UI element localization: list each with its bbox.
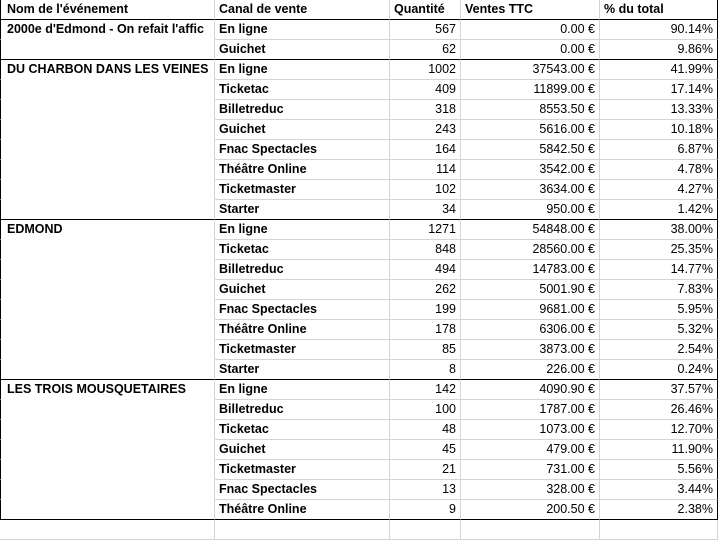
percent-cell[interactable]: 37.57%	[600, 380, 718, 400]
table-row	[0, 40, 718, 60]
channel-cell[interactable]: En ligne	[215, 220, 390, 240]
table-row	[0, 180, 718, 200]
sales-cell[interactable]: 200.50 €	[461, 500, 600, 520]
channel-cell[interactable]: Théâtre Online	[215, 500, 390, 520]
event-name-cell[interactable]	[0, 360, 215, 380]
quantity-cell[interactable]: 100	[390, 400, 461, 420]
sales-cell[interactable]: 9681.00 €	[461, 300, 600, 320]
quantity-cell[interactable]: 9	[390, 500, 461, 520]
sales-cell[interactable]: 3634.00 €	[461, 180, 600, 200]
channel-cell[interactable]: Théâtre Online	[215, 160, 390, 180]
event-name-cell[interactable]	[0, 420, 215, 440]
event-name-cell[interactable]	[0, 100, 215, 120]
quantity-cell[interactable]: 142	[390, 380, 461, 400]
sales-cell[interactable]: 37543.00 €	[461, 60, 600, 80]
table-row	[0, 260, 718, 280]
channel-cell[interactable]: Billetreduc	[215, 100, 390, 120]
sales-cell[interactable]: 328.00 €	[461, 480, 600, 500]
percent-cell[interactable]: 4.27%	[600, 180, 718, 200]
table-body	[0, 20, 718, 520]
quantity-cell[interactable]: 1002	[390, 60, 461, 80]
empty-cell[interactable]	[600, 520, 718, 540]
quantity-cell[interactable]: 102	[390, 180, 461, 200]
table-row	[0, 160, 718, 180]
event-name-cell[interactable]	[0, 240, 215, 260]
table-row	[0, 20, 718, 40]
channel-cell[interactable]: Fnac Spectacles	[215, 480, 390, 500]
quantity-cell[interactable]: 114	[390, 160, 461, 180]
percent-cell[interactable]: 1.42%	[600, 200, 718, 220]
quantity-cell[interactable]: 21	[390, 460, 461, 480]
percent-cell[interactable]: 11.90%	[600, 440, 718, 460]
sales-cell[interactable]: 0.00 €	[461, 20, 600, 40]
quantity-cell[interactable]: 1271	[390, 220, 461, 240]
sales-cell[interactable]: 1787.00 €	[461, 400, 600, 420]
event-name-cell[interactable]	[0, 440, 215, 460]
table-row	[0, 460, 718, 480]
percent-cell[interactable]: 26.46%	[600, 400, 718, 420]
percent-cell[interactable]: 5.56%	[600, 460, 718, 480]
channel-cell[interactable]: Guichet	[215, 440, 390, 460]
table-row	[0, 300, 718, 320]
event-name-cell[interactable]	[0, 460, 215, 480]
channel-cell[interactable]: Starter	[215, 360, 390, 380]
percent-cell[interactable]: 0.24%	[600, 360, 718, 380]
table-row	[0, 120, 718, 140]
percent-cell[interactable]: 2.54%	[600, 340, 718, 360]
event-name-cell[interactable]	[0, 180, 215, 200]
sales-cell[interactable]: 5842.50 €	[461, 140, 600, 160]
percent-cell[interactable]: 13.33%	[600, 100, 718, 120]
percent-cell[interactable]: 10.18%	[600, 120, 718, 140]
channel-cell[interactable]: Billetreduc	[215, 400, 390, 420]
sales-cell[interactable]: 1073.00 €	[461, 420, 600, 440]
quantity-cell[interactable]: 199	[390, 300, 461, 320]
empty-cell[interactable]	[215, 520, 390, 540]
channel-cell[interactable]: Guichet	[215, 120, 390, 140]
quantity-cell[interactable]: 62	[390, 40, 461, 60]
table-row	[0, 380, 718, 400]
percent-cell[interactable]: 5.32%	[600, 320, 718, 340]
table-row	[0, 420, 718, 440]
event-name-cell[interactable]	[0, 320, 215, 340]
table-row	[0, 320, 718, 340]
event-name-cell[interactable]	[0, 160, 215, 180]
event-name-cell[interactable]	[0, 80, 215, 100]
event-name-cell[interactable]	[0, 140, 215, 160]
empty-cell[interactable]	[461, 520, 600, 540]
header-channel[interactable]: Canal de vente	[215, 0, 390, 20]
event-name-cell[interactable]: LES TROIS MOUSQUETAIRES	[0, 380, 215, 400]
event-name-cell[interactable]	[0, 40, 215, 60]
table-row	[0, 200, 718, 220]
percent-cell[interactable]: 3.44%	[600, 480, 718, 500]
event-name-cell[interactable]	[0, 200, 215, 220]
event-name-cell[interactable]: 2000e d'Edmond - On refait l'affic	[0, 20, 215, 40]
channel-cell[interactable]: Ticketac	[215, 240, 390, 260]
quantity-cell[interactable]: 318	[390, 100, 461, 120]
event-name-cell[interactable]: EDMOND	[0, 220, 215, 240]
channel-cell[interactable]: Fnac Spectacles	[215, 300, 390, 320]
channel-cell[interactable]: En ligne	[215, 20, 390, 40]
table-row	[0, 400, 718, 420]
header-row	[0, 0, 718, 20]
percent-cell[interactable]: 25.35%	[600, 240, 718, 260]
event-name-cell[interactable]	[0, 300, 215, 320]
quantity-cell[interactable]: 494	[390, 260, 461, 280]
percent-cell[interactable]: 2.38%	[600, 500, 718, 520]
sales-cell[interactable]: 3542.00 €	[461, 160, 600, 180]
event-name-cell[interactable]	[0, 500, 215, 520]
quantity-cell[interactable]: 848	[390, 240, 461, 260]
channel-cell[interactable]: Ticketmaster	[215, 460, 390, 480]
sales-cell[interactable]: 226.00 €	[461, 360, 600, 380]
event-name-cell[interactable]	[0, 260, 215, 280]
quantity-cell[interactable]: 409	[390, 80, 461, 100]
quantity-cell[interactable]: 45	[390, 440, 461, 460]
quantity-cell[interactable]: 178	[390, 320, 461, 340]
percent-cell[interactable]: 12.70%	[600, 420, 718, 440]
table-row	[0, 220, 718, 240]
sales-cell[interactable]: 3873.00 €	[461, 340, 600, 360]
quantity-cell[interactable]: 243	[390, 120, 461, 140]
event-name-cell[interactable]	[0, 480, 215, 500]
sales-cell[interactable]: 6306.00 €	[461, 320, 600, 340]
table-row	[0, 280, 718, 300]
event-name-cell[interactable]: DU CHARBON DANS LES VEINES	[0, 60, 215, 80]
channel-cell[interactable]: Ticketac	[215, 420, 390, 440]
sales-cell[interactable]: 11899.00 €	[461, 80, 600, 100]
quantity-cell[interactable]: 8	[390, 360, 461, 380]
quantity-cell[interactable]: 164	[390, 140, 461, 160]
sales-cell[interactable]: 479.00 €	[461, 440, 600, 460]
event-name-cell[interactable]	[0, 400, 215, 420]
quantity-cell[interactable]: 85	[390, 340, 461, 360]
header-sales[interactable]: Ventes TTC	[461, 0, 600, 20]
channel-cell[interactable]: Fnac Spectacles	[215, 140, 390, 160]
sales-cell[interactable]: 731.00 €	[461, 460, 600, 480]
event-name-cell[interactable]	[0, 280, 215, 300]
sales-cell[interactable]: 8553.50 €	[461, 100, 600, 120]
header-percent[interactable]: % du total	[600, 0, 718, 20]
table-row	[0, 360, 718, 380]
table-row	[0, 240, 718, 260]
table-row	[0, 60, 718, 80]
sales-cell[interactable]: 28560.00 €	[461, 240, 600, 260]
percent-cell[interactable]: 6.87%	[600, 140, 718, 160]
sales-cell[interactable]: 0.00 €	[461, 40, 600, 60]
sales-cell[interactable]: 950.00 €	[461, 200, 600, 220]
percent-cell[interactable]: 4.78%	[600, 160, 718, 180]
channel-cell[interactable]: Guichet	[215, 280, 390, 300]
sales-cell[interactable]: 14783.00 €	[461, 260, 600, 280]
empty-cell[interactable]	[390, 520, 461, 540]
quantity-cell[interactable]: 34	[390, 200, 461, 220]
channel-cell[interactable]: Théâtre Online	[215, 320, 390, 340]
percent-cell[interactable]: 90.14%	[600, 20, 718, 40]
percent-cell[interactable]: 9.86%	[600, 40, 718, 60]
quantity-cell[interactable]: 48	[390, 420, 461, 440]
percent-cell[interactable]: 17.14%	[600, 80, 718, 100]
table-row	[0, 440, 718, 460]
percent-cell[interactable]: 38.00%	[600, 220, 718, 240]
quantity-cell[interactable]: 567	[390, 20, 461, 40]
channel-cell[interactable]: Ticketmaster	[215, 180, 390, 200]
sales-cell[interactable]: 54848.00 €	[461, 220, 600, 240]
percent-cell[interactable]: 14.77%	[600, 260, 718, 280]
header-event-name[interactable]: Nom de l'événement	[0, 0, 215, 20]
table-row	[0, 480, 718, 500]
event-name-cell[interactable]	[0, 340, 215, 360]
percent-cell[interactable]: 41.99%	[600, 60, 718, 80]
percent-cell[interactable]: 5.95%	[600, 300, 718, 320]
empty-cell[interactable]	[0, 520, 215, 540]
channel-cell[interactable]: Guichet	[215, 40, 390, 60]
channel-cell[interactable]: Starter	[215, 200, 390, 220]
sales-cell[interactable]: 4090.90 €	[461, 380, 600, 400]
channel-cell[interactable]: Ticketac	[215, 80, 390, 100]
empty-row	[0, 520, 718, 540]
channel-cell[interactable]: En ligne	[215, 60, 390, 80]
table-row	[0, 100, 718, 120]
table-row	[0, 340, 718, 360]
sales-cell[interactable]: 5616.00 €	[461, 120, 600, 140]
table-row	[0, 500, 718, 520]
channel-cell[interactable]: Billetreduc	[215, 260, 390, 280]
table-row	[0, 80, 718, 100]
percent-cell[interactable]: 7.83%	[600, 280, 718, 300]
sales-cell[interactable]: 5001.90 €	[461, 280, 600, 300]
table-row	[0, 140, 718, 160]
quantity-cell[interactable]: 13	[390, 480, 461, 500]
channel-cell[interactable]: En ligne	[215, 380, 390, 400]
header-quantity[interactable]: Quantité	[390, 0, 461, 20]
channel-cell[interactable]: Ticketmaster	[215, 340, 390, 360]
quantity-cell[interactable]: 262	[390, 280, 461, 300]
event-name-cell[interactable]	[0, 120, 215, 140]
